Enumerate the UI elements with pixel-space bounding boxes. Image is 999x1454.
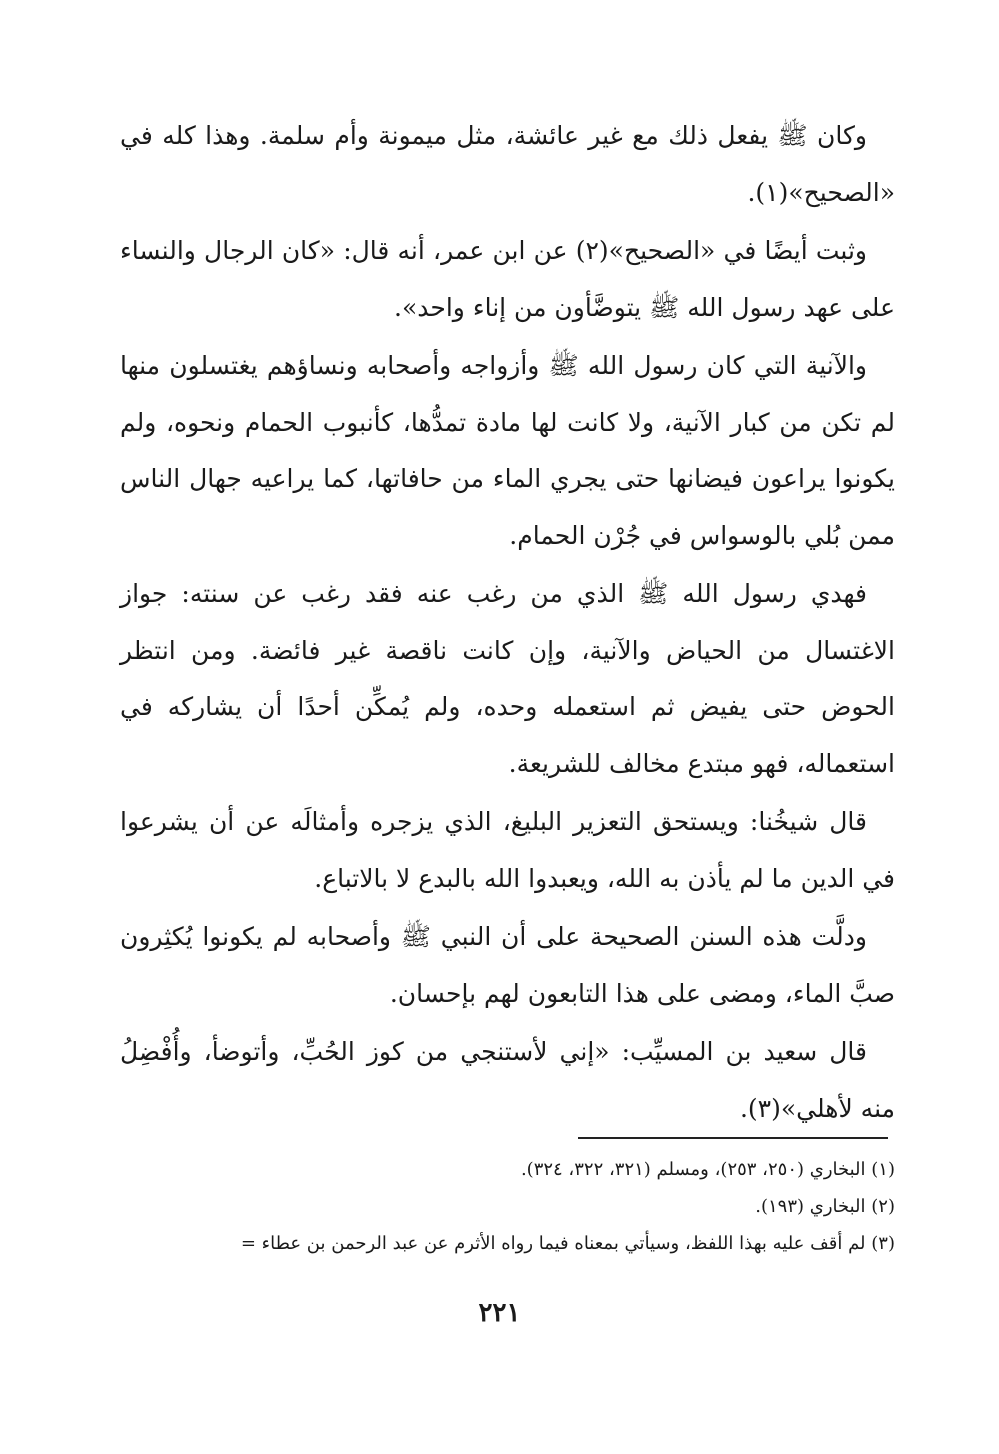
paragraph: ودلَّت هذه السنن الصحيحة على أن النبي ﷺ وأصحابه لم يكونوا يُكثِرون صبَّ الماء، ومضى على هذا التابعون لهم بإحسان. (120, 922, 895, 1008)
footnote-separator (578, 1137, 888, 1139)
paragraph: فهدي رسول الله ﷺ الذي من رغب عنه فقد رغب عن سنته: جواز الاغتسال من الحياض والآنية، وإن كانت ناقصة غير فائضة. ومن انتظر الحوض حتى يفيض ثم استعمله وحده، ولم يُمكِّن أحدًا أن يشاركه في استعماله، فهو مبتدع مخالف للشريعة. (120, 579, 895, 778)
page-number: ٢٢١ (478, 1298, 521, 1328)
footnote-1: (١) البخاري (٢٥٠، ٢٥٣)، ومسلم (٣٢١، ٣٢٢، ٣٢٤). (520, 1159, 895, 1180)
paragraph: وكان ﷺ يفعل ذلك مع غير عائشة، مثل ميمونة وأم سلمة. وهذا كله في «الصحيح»(١). (120, 121, 895, 207)
footnote-3: (٣) لم أقف عليه بهذا اللفظ، وسيأتي بمعناه فيما رواه الأثرم عن عبد الرحمن بن عطاء = (240, 1233, 895, 1254)
footnotes (100, 1151, 895, 1262)
paragraph: قال شيخُنا: ويستحق التعزير البليغ، الذي يزجره وأمثالَه عن أن يشرعوا في الدين ما لم يأذن به الله، ويعبدوا الله بالبدع لا بالاتباع. (120, 807, 895, 893)
main-text (120, 108, 895, 1139)
footnote-2: (٢) البخاري (١٩٣). (755, 1196, 895, 1217)
paragraph: والآنية التي كان رسول الله ﷺ وأزواجه وأصحابه ونساؤهم يغتسلون منها لم تكن من كبار الآنية، ولا كانت لها مادة تمدُّها، كأنبوب الحمام ونحوه، ولم يكونوا يراعون فيضانها حتى يجري الماء من حافاتها، كما يراعيه جهال الناس ممن بُلي بالوسواس في جُرْن الحمام. (120, 351, 895, 550)
paragraph: قال سعيد بن المسيِّب: «إني لأستنجي من كوز الحُبِّ، وأتوضأ، وأُفْضِلُ منه لأهلي»(٣). (120, 1037, 895, 1123)
paragraph: وثبت أيضًا في «الصحيح»(٢) عن ابن عمر، أنه قال: «كان الرجال والنساء على عهد رسول الله ﷺ يتوضَّأون من إناء واحد». (120, 236, 895, 322)
